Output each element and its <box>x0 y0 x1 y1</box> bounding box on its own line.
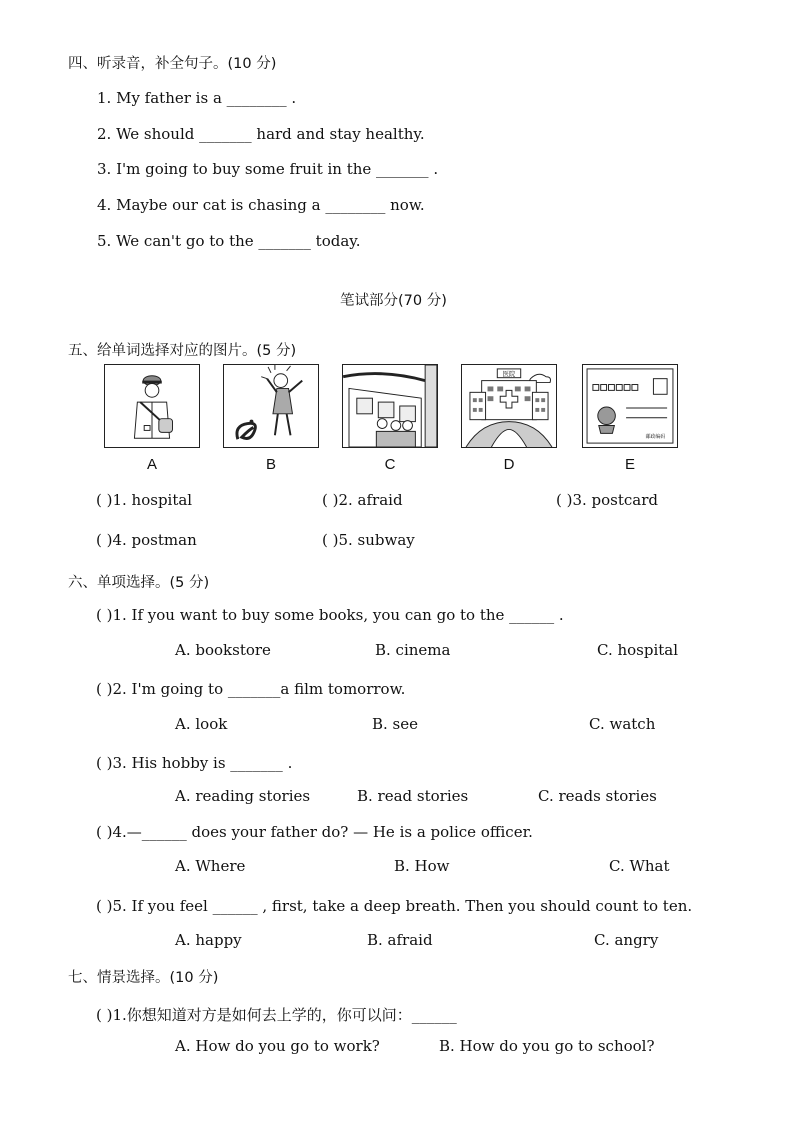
mc-4-option-a: A. Where <box>175 857 246 875</box>
listening-item-4: 4. Maybe our cat is chasing a ________ now. <box>97 196 425 214</box>
hospital-sign-text: 医院 <box>502 371 516 379</box>
postcard-illustration <box>583 365 677 447</box>
mc-3-option-b: B. read stories <box>357 787 469 805</box>
situation-question-1: ( )1.你想知道对方是如何去上学的，你可以问：______ <box>96 1006 457 1024</box>
mc-1-option-a: A. bookstore <box>175 641 271 659</box>
picture-label-e: E <box>624 456 635 473</box>
listening-item-3: 3. I'm going to buy some fruit in the _______ . <box>97 160 439 178</box>
mc-1-option-c: C. hospital <box>597 641 679 659</box>
section-4-title: 四、听录音，补全句子。(10 分) <box>68 56 277 72</box>
section-7-title: 七、情景选择。(10 分) <box>68 970 219 986</box>
scared-girl-illustration <box>224 365 318 447</box>
mc-2-option-b: B. see <box>372 715 419 733</box>
listening-item-2: 2. We should _______ hard and stay healthy. <box>97 125 425 143</box>
mc-5-option-a: A. happy <box>175 931 242 949</box>
hospital-illustration <box>462 365 556 447</box>
mc-3-option-c: C. reads stories <box>538 787 657 805</box>
postcode-text: 邮政编码 <box>645 434 666 441</box>
section-6-title: 六、单项选择。(5 分) <box>68 575 210 591</box>
mc-4-option-c: C. What <box>609 857 670 875</box>
situation-1-option-a: A. How do you go to work? <box>175 1037 380 1055</box>
mc-question-4: ( )4.—______ does your father do? — He is a police officer. <box>96 823 533 841</box>
mc-question-2: ( )2. I'm going to _______a film tomorrow. <box>96 680 406 698</box>
mc-question-5: ( )5. If you feel ______ , first, take a deep breath. Then you should count to ten. <box>96 897 693 915</box>
listening-item-5: 5. We can't go to the _______ today. <box>97 232 361 250</box>
mc-question-3: ( )3. His hobby is _______ . <box>96 754 293 772</box>
subway-illustration <box>343 365 437 447</box>
section-5-title: 五、给单词选择对应的图片。(5 分) <box>68 343 297 359</box>
picture-e-postcard <box>582 364 678 448</box>
match-item-4: ( )4. postman <box>96 531 197 549</box>
picture-b-afraid <box>223 364 319 448</box>
picture-label-b: B <box>265 456 276 473</box>
listening-item-1: 1. My father is a ________ . <box>97 89 297 107</box>
postman-illustration <box>105 365 199 447</box>
mc-2-option-a: A. look <box>175 715 228 733</box>
match-item-3: ( )3. postcard <box>556 491 659 509</box>
mc-1-option-b: B. cinema <box>375 641 451 659</box>
picture-label-d: D <box>503 456 515 473</box>
written-part-header: 笔试部分(70 分) <box>340 293 447 309</box>
picture-c-subway <box>342 364 438 448</box>
match-item-1: ( )1. hospital <box>96 491 193 509</box>
picture-d-hospital <box>461 364 557 448</box>
picture-a-postman <box>104 364 200 448</box>
mc-5-option-b: B. afraid <box>367 931 433 949</box>
mc-4-option-b: B. How <box>394 857 450 875</box>
mc-3-option-a: A. reading stories <box>175 787 311 805</box>
match-item-2: ( )2. afraid <box>322 491 403 509</box>
mc-5-option-c: C. angry <box>594 931 659 949</box>
match-item-5: ( )5. subway <box>322 531 415 549</box>
picture-label-a: A <box>146 456 157 473</box>
picture-label-c: C <box>384 456 396 473</box>
mc-question-1: ( )1. If you want to buy some books, you can go to the ______ . <box>96 606 564 624</box>
situation-1-option-b: B. How do you go to school? <box>439 1037 655 1055</box>
mc-2-option-c: C. watch <box>589 715 656 733</box>
